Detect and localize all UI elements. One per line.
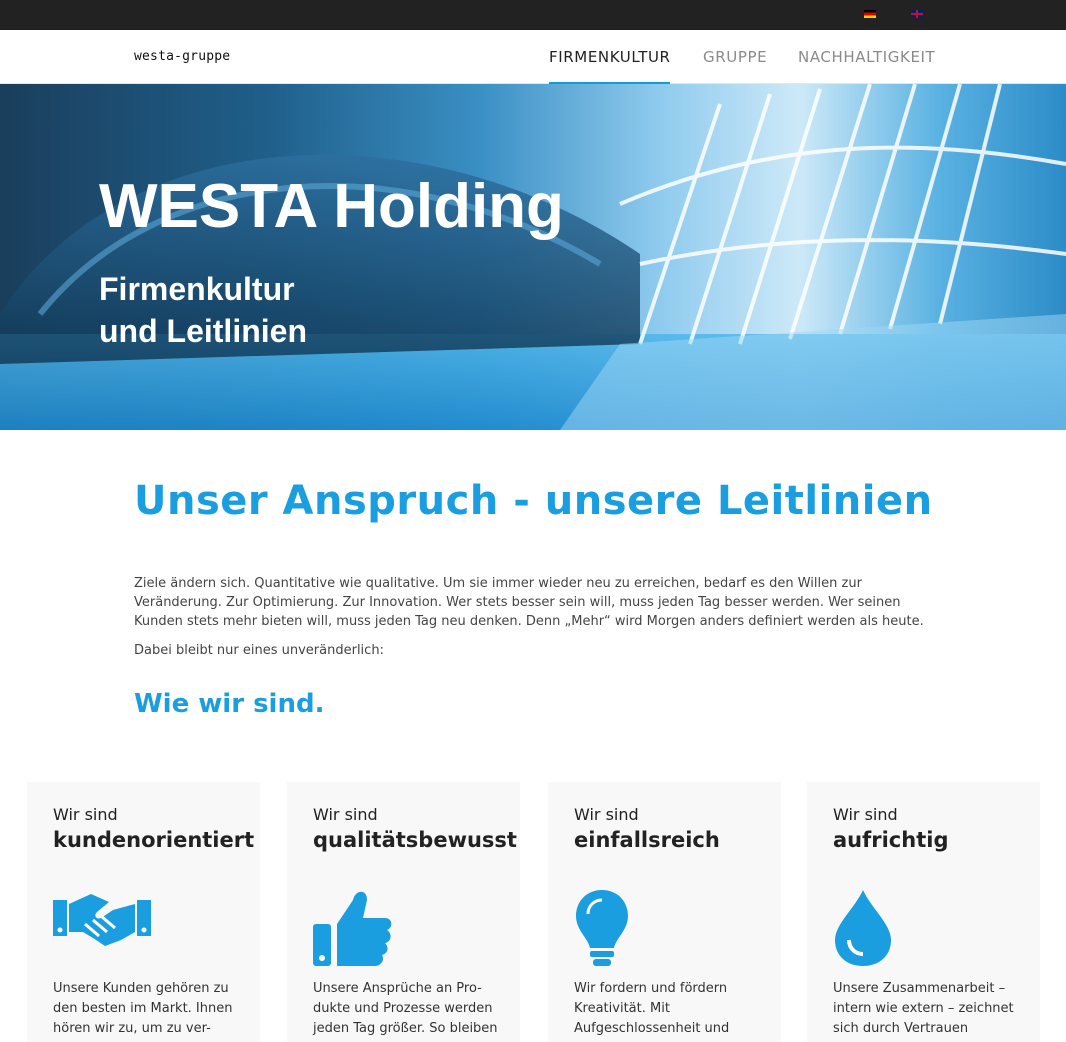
section-subheading: Wie wir sind. <box>134 689 325 719</box>
card-title: kundenorientiert <box>53 828 255 852</box>
hero-architecture-image <box>0 84 1066 430</box>
hero-subtitle <box>99 268 307 352</box>
value-card-qualitaetsbewusst <box>287 782 520 1042</box>
handshake-icon <box>53 888 151 950</box>
value-card-kundenorientiert <box>27 782 260 1042</box>
nav-item-gruppe[interactable]: GRUPPE <box>703 48 768 66</box>
top-bar <box>0 0 1066 30</box>
card-title: einfallsreich <box>574 828 720 852</box>
card-text: Unsere Zusammenarbeit – intern wie extern – zeichnet sich durch Vertrauen <box>833 981 1014 1036</box>
hero-subtitle-line-2: und Leitlinien <box>99 313 307 349</box>
nav-item-firmenkultur[interactable]: FIRMENKULTUR <box>549 48 671 66</box>
card-title: aufrichtig <box>833 828 949 852</box>
nav-item-nachhaltigkeit[interactable]: NACHHALTIGKEIT <box>798 48 936 66</box>
card-text: Wir fordern und fördern Kreativität. Mit Aufgeschlossenheit und <box>574 981 730 1036</box>
card-pretitle: Wir sind <box>53 805 118 824</box>
card-pretitle: Wir sind <box>313 805 378 824</box>
thumbs-up-icon <box>313 888 393 968</box>
card-title: qualitätsbewusst <box>313 828 517 852</box>
card-pretitle: Wir sind <box>574 805 639 824</box>
card-pretitle: Wir sind <box>833 805 898 824</box>
water-drop-icon <box>833 888 893 968</box>
logo[interactable]: westa-gruppe <box>134 49 231 64</box>
main-navigation <box>0 30 1066 84</box>
value-card-aufrichtig <box>807 782 1040 1042</box>
value-card-einfallsreich <box>548 782 781 1042</box>
hero-title: WESTA Holding <box>99 172 564 241</box>
english-flag-icon[interactable] <box>911 10 923 18</box>
hero-banner <box>0 84 1066 430</box>
page-heading: Unser Anspruch - unsere Leitlinien <box>134 478 933 524</box>
lightbulb-icon <box>574 888 630 968</box>
intro-paragraph-2: Dabei bleibt nur eines unveränderlich: <box>134 643 384 658</box>
card-text: Unsere Ansprüche an Pro-dukte und Prozesse werden jeden Tag größer. So bleiben <box>313 981 498 1036</box>
card-text: Unsere Kunden gehören zu den besten im Markt. Ihnen hören wir zu, um zu ver- <box>53 981 233 1036</box>
german-flag-icon[interactable] <box>864 10 876 18</box>
hero-subtitle-line-1: Firmenkultur <box>99 271 295 307</box>
intro-paragraph: Ziele ändern sich. Quantitative wie qualitative. Um sie immer wieder neu zu erreichen, bedarf es den Willen zur Veränderung. Zur Optimierung. Zur Innovation. Wer stets besser sein will, muss jeden Tag besser werden. Wer seinen Kunden stets mehr bieten will, muss jeden Tag neu denken. Denn „Mehr“ wird Morgen anders definiert werden als heute. <box>134 576 924 629</box>
